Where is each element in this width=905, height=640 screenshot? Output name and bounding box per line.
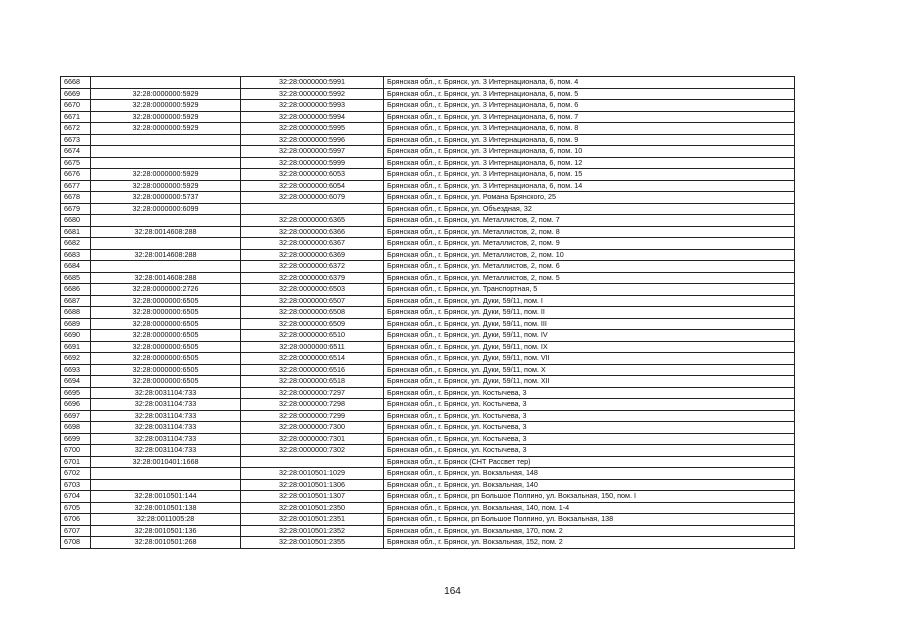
cadastral-number-cell: 32:28:0000000:6054: [241, 180, 384, 192]
address-cell: Брянская обл., г. Брянск, ул. 3 Интернационала, 6, пом. 4: [384, 77, 795, 89]
parent-cadastral-cell: [91, 238, 241, 250]
registry-table: [60, 76, 795, 549]
table-row: [61, 203, 795, 215]
row-number-cell: 6674: [61, 146, 91, 158]
cadastral-number-cell: 32:28:0000000:6372: [241, 261, 384, 273]
address-cell: Брянская обл., г. Брянск, ул. Дуки, 59/11, пом. I: [384, 295, 795, 307]
parent-cadastral-cell: 32:28:0000000:6099: [91, 203, 241, 215]
row-number-cell: 6693: [61, 364, 91, 376]
table-row: [61, 169, 795, 181]
parent-cadastral-cell: 32:28:0000000:6505: [91, 376, 241, 388]
cadastral-number-cell: 32:28:0000000:6514: [241, 353, 384, 365]
address-cell: Брянская обл., г. Брянск, ул. Костычева, 3: [384, 387, 795, 399]
parent-cadastral-cell: 32:28:0000000:6505: [91, 330, 241, 342]
row-number-cell: 6706: [61, 514, 91, 526]
cadastral-number-cell: 32:28:0010501:2350: [241, 502, 384, 514]
row-number-cell: 6692: [61, 353, 91, 365]
parent-cadastral-cell: [91, 134, 241, 146]
parent-cadastral-cell: 32:28:0031104:733: [91, 433, 241, 445]
parent-cadastral-cell: 32:28:0011005:28: [91, 514, 241, 526]
row-number-cell: 6680: [61, 215, 91, 227]
parent-cadastral-cell: [91, 215, 241, 227]
address-cell: Брянская обл., г. Брянск, ул. 3 Интернационала, 6, пом. 15: [384, 169, 795, 181]
table-row: [61, 88, 795, 100]
row-number-cell: 6691: [61, 341, 91, 353]
row-number-cell: 6688: [61, 307, 91, 319]
address-cell: Брянская обл., г. Брянск, рп Большое Полпино, ул. Вокзальная, 150, пом. I: [384, 491, 795, 503]
row-number-cell: 6702: [61, 468, 91, 480]
address-cell: Брянская обл., г. Брянск, ул. Дуки, 59/11, пом. XII: [384, 376, 795, 388]
address-cell: Брянская обл., г. Брянск, ул. Дуки, 59/11, пом. X: [384, 364, 795, 376]
cadastral-number-cell: 32:28:0000000:5992: [241, 88, 384, 100]
address-cell: Брянская обл., г. Брянск, ул. Дуки, 59/11, пом. IX: [384, 341, 795, 353]
cadastral-number-cell: 32:28:0000000:5997: [241, 146, 384, 158]
address-cell: Брянская обл., г. Брянск, ул. Вокзальная, 140, пом. 1-4: [384, 502, 795, 514]
address-cell: Брянская обл., г. Брянск, ул. Костычева, 3: [384, 445, 795, 457]
parent-cadastral-cell: 32:28:0031104:733: [91, 445, 241, 457]
parent-cadastral-cell: 32:28:0000000:2726: [91, 284, 241, 296]
cadastral-number-cell: 32:28:0010501:2351: [241, 514, 384, 526]
parent-cadastral-cell: 32:28:0000000:6505: [91, 364, 241, 376]
cadastral-number-cell: 32:28:0000000:5993: [241, 100, 384, 112]
parent-cadastral-cell: 32:28:0000000:5929: [91, 111, 241, 123]
cadastral-number-cell: 32:28:0000000:5999: [241, 157, 384, 169]
row-number-cell: 6703: [61, 479, 91, 491]
cadastral-number-cell: 32:28:0000000:6053: [241, 169, 384, 181]
address-cell: Брянская обл., г. Брянск, ул. Металлистов, 2, пом. 9: [384, 238, 795, 250]
parent-cadastral-cell: 32:28:0031104:733: [91, 422, 241, 434]
address-cell: Брянская обл., г. Брянск, ул. Костычева, 3: [384, 399, 795, 411]
row-number-cell: 6696: [61, 399, 91, 411]
row-number-cell: 6684: [61, 261, 91, 273]
table-row: [61, 284, 795, 296]
address-cell: Брянская обл., г. Брянск, ул. 3 Интернационала, 6, пом. 5: [384, 88, 795, 100]
row-number-cell: 6707: [61, 525, 91, 537]
table-row: [61, 111, 795, 123]
table-row: [61, 134, 795, 146]
table-row: [61, 180, 795, 192]
parent-cadastral-cell: 32:28:0010501:138: [91, 502, 241, 514]
parent-cadastral-cell: 32:28:0000000:6505: [91, 295, 241, 307]
parent-cadastral-cell: 32:28:0000000:5929: [91, 88, 241, 100]
address-cell: Брянская обл., г. Брянск (СНТ Рассвет тер): [384, 456, 795, 468]
table-row: [61, 330, 795, 342]
table-row: [61, 399, 795, 411]
row-number-cell: 6695: [61, 387, 91, 399]
cadastral-number-cell: 32:28:0010501:1307: [241, 491, 384, 503]
row-number-cell: 6678: [61, 192, 91, 204]
cadastral-number-cell: 32:28:0000000:5991: [241, 77, 384, 89]
row-number-cell: 6694: [61, 376, 91, 388]
table-row: [61, 261, 795, 273]
row-number-cell: 6679: [61, 203, 91, 215]
row-number-cell: 6669: [61, 88, 91, 100]
parent-cadastral-cell: 32:28:0000000:6505: [91, 318, 241, 330]
parent-cadastral-cell: 32:28:0000000:6505: [91, 353, 241, 365]
table-row: [61, 537, 795, 549]
cadastral-number-cell: 32:28:0000000:6369: [241, 249, 384, 261]
row-number-cell: 6689: [61, 318, 91, 330]
table-row: [61, 445, 795, 457]
parent-cadastral-cell: 32:28:0000000:5929: [91, 123, 241, 135]
address-cell: Брянская обл., г. Брянск, ул. Дуки, 59/11, пом. II: [384, 307, 795, 319]
table-row: [61, 387, 795, 399]
cadastral-number-cell: 32:28:0010501:1306: [241, 479, 384, 491]
parent-cadastral-cell: 32:28:0000000:5929: [91, 100, 241, 112]
address-cell: Брянская обл., г. Брянск, ул. 3 Интернационала, 6, пом. 7: [384, 111, 795, 123]
parent-cadastral-cell: 32:28:0014608:288: [91, 272, 241, 284]
parent-cadastral-cell: 32:28:0031104:733: [91, 410, 241, 422]
address-cell: Брянская обл., г. Брянск, ул. Металлистов, 2, пом. 5: [384, 272, 795, 284]
parent-cadastral-cell: 32:28:0000000:5737: [91, 192, 241, 204]
cadastral-number-cell: [241, 456, 384, 468]
row-number-cell: 6670: [61, 100, 91, 112]
address-cell: Брянская обл., г. Брянск, ул. Вокзальная, 140: [384, 479, 795, 491]
cadastral-number-cell: 32:28:0000000:6518: [241, 376, 384, 388]
row-number-cell: 6677: [61, 180, 91, 192]
cadastral-number-cell: 32:28:0000000:6365: [241, 215, 384, 227]
table-row: [61, 146, 795, 158]
address-cell: Брянская обл., г. Брянск, ул. Костычева, 3: [384, 422, 795, 434]
address-cell: Брянская обл., г. Брянск, ул. Металлистов, 2, пом. 10: [384, 249, 795, 261]
address-cell: Брянская обл., г. Брянск, ул. Металлистов, 2, пом. 7: [384, 215, 795, 227]
address-cell: Брянская обл., г. Брянск, ул. Дуки, 59/11, пом. IV: [384, 330, 795, 342]
cadastral-number-cell: 32:28:0000000:6366: [241, 226, 384, 238]
row-number-cell: 6697: [61, 410, 91, 422]
address-cell: Брянская обл., г. Брянск, ул. 3 Интернационала, 6, пом. 8: [384, 123, 795, 135]
cadastral-number-cell: 32:28:0000000:5995: [241, 123, 384, 135]
cadastral-number-cell: 32:28:0000000:5994: [241, 111, 384, 123]
table-row: [61, 100, 795, 112]
cadastral-number-cell: 32:28:0010501:1029: [241, 468, 384, 480]
table-row: [61, 433, 795, 445]
parent-cadastral-cell: 32:28:0000000:6505: [91, 341, 241, 353]
cadastral-number-cell: 32:28:0000000:6510: [241, 330, 384, 342]
cadastral-number-cell: 32:28:0000000:6516: [241, 364, 384, 376]
cadastral-number-cell: 32:28:0000000:6079: [241, 192, 384, 204]
table-row: [61, 479, 795, 491]
parent-cadastral-cell: 32:28:0010501:144: [91, 491, 241, 503]
row-number-cell: 6701: [61, 456, 91, 468]
table-row: [61, 422, 795, 434]
table-row: [61, 318, 795, 330]
cadastral-number-cell: 32:28:0000000:6367: [241, 238, 384, 250]
cadastral-number-cell: 32:28:0000000:7299: [241, 410, 384, 422]
cadastral-number-cell: 32:28:0000000:6507: [241, 295, 384, 307]
row-number-cell: 6672: [61, 123, 91, 135]
table-row: [61, 307, 795, 319]
row-number-cell: 6671: [61, 111, 91, 123]
table-row: [61, 491, 795, 503]
address-cell: Брянская обл., г. Брянск, ул. 3 Интернационала, 6, пом. 9: [384, 134, 795, 146]
row-number-cell: 6700: [61, 445, 91, 457]
row-number-cell: 6675: [61, 157, 91, 169]
parent-cadastral-cell: 32:28:0000000:5929: [91, 180, 241, 192]
row-number-cell: 6682: [61, 238, 91, 250]
cadastral-number-cell: 32:28:0000000:7302: [241, 445, 384, 457]
parent-cadastral-cell: 32:28:0000000:6505: [91, 307, 241, 319]
parent-cadastral-cell: [91, 261, 241, 273]
table-row: [61, 410, 795, 422]
address-cell: Брянская обл., г. Брянск, ул. Романа Брянского, 25: [384, 192, 795, 204]
address-cell: Брянская обл., г. Брянск, ул. Металлистов, 2, пом. 6: [384, 261, 795, 273]
cadastral-number-cell: 32:28:0000000:6509: [241, 318, 384, 330]
page-number: 164: [444, 586, 461, 597]
address-cell: Брянская обл., г. Брянск, ул. Вокзальная, 170, пом. 2: [384, 525, 795, 537]
cadastral-number-cell: 32:28:0000000:5996: [241, 134, 384, 146]
parent-cadastral-cell: 32:28:0010401:1668: [91, 456, 241, 468]
parent-cadastral-cell: [91, 479, 241, 491]
parent-cadastral-cell: [91, 146, 241, 158]
parent-cadastral-cell: 32:28:0031104:733: [91, 399, 241, 411]
address-cell: Брянская обл., г. Брянск, ул. Дуки, 59/11, пом. III: [384, 318, 795, 330]
address-cell: Брянская обл., г. Брянск, ул. Вокзальная, 152, пом. 2: [384, 537, 795, 549]
cadastral-number-cell: 32:28:0000000:6511: [241, 341, 384, 353]
table-row: [61, 353, 795, 365]
table-row: [61, 123, 795, 135]
address-cell: Брянская обл., г. Брянск, ул. 3 Интернационала, 6, пом. 6: [384, 100, 795, 112]
row-number-cell: 6681: [61, 226, 91, 238]
address-cell: Брянская обл., г. Брянск, ул. 3 Интернационала, 6, пом. 12: [384, 157, 795, 169]
cadastral-number-cell: 32:28:0010501:2355: [241, 537, 384, 549]
cadastral-number-cell: 32:28:0000000:7300: [241, 422, 384, 434]
cadastral-number-cell: 32:28:0010501:2352: [241, 525, 384, 537]
cadastral-number-cell: 32:28:0000000:6379: [241, 272, 384, 284]
table-row: [61, 456, 795, 468]
table-row: [61, 341, 795, 353]
table-row: [61, 295, 795, 307]
address-cell: Брянская обл., г. Брянск, ул. Транспортная, 5: [384, 284, 795, 296]
table-row: [61, 376, 795, 388]
parent-cadastral-cell: 32:28:0010501:268: [91, 537, 241, 549]
row-number-cell: 6699: [61, 433, 91, 445]
address-cell: Брянская обл., г. Брянск, ул. 3 Интернационала, 6, пом. 10: [384, 146, 795, 158]
address-cell: Брянская обл., г. Брянск, ул. Металлистов, 2, пом. 8: [384, 226, 795, 238]
parent-cadastral-cell: [91, 157, 241, 169]
table-row: [61, 77, 795, 89]
row-number-cell: 6704: [61, 491, 91, 503]
cadastral-number-cell: 32:28:0000000:6503: [241, 284, 384, 296]
table-row: [61, 249, 795, 261]
table-row: [61, 272, 795, 284]
parent-cadastral-cell: [91, 468, 241, 480]
parent-cadastral-cell: 32:28:0010501:136: [91, 525, 241, 537]
row-number-cell: 6686: [61, 284, 91, 296]
row-number-cell: 6708: [61, 537, 91, 549]
address-cell: Брянская обл., г. Брянск, ул. Дуки, 59/11, пом. VII: [384, 353, 795, 365]
address-cell: Брянская обл., г. Брянск, ул. 3 Интернационала, 6, пом. 14: [384, 180, 795, 192]
table-row: [61, 364, 795, 376]
table-row: [61, 226, 795, 238]
row-number-cell: 6685: [61, 272, 91, 284]
row-number-cell: 6673: [61, 134, 91, 146]
row-number-cell: 6683: [61, 249, 91, 261]
address-cell: Брянская обл., г. Брянск, ул. Костычева, 3: [384, 410, 795, 422]
table-row: [61, 525, 795, 537]
parent-cadastral-cell: 32:28:0014608:288: [91, 226, 241, 238]
address-cell: Брянская обл., г. Брянск, ул. Вокзальная, 148: [384, 468, 795, 480]
table-row: [61, 157, 795, 169]
parent-cadastral-cell: 32:28:0000000:5929: [91, 169, 241, 181]
table-row: [61, 238, 795, 250]
address-cell: Брянская обл., г. Брянск, рп Большое Полпино, ул. Вокзальная, 138: [384, 514, 795, 526]
row-number-cell: 6676: [61, 169, 91, 181]
cadastral-number-cell: 32:28:0000000:7301: [241, 433, 384, 445]
row-number-cell: 6687: [61, 295, 91, 307]
table-row: [61, 192, 795, 204]
parent-cadastral-cell: 32:28:0031104:733: [91, 387, 241, 399]
row-number-cell: 6690: [61, 330, 91, 342]
row-number-cell: 6668: [61, 77, 91, 89]
cadastral-number-cell: 32:28:0000000:7298: [241, 399, 384, 411]
cadastral-number-cell: 32:28:0000000:6508: [241, 307, 384, 319]
address-cell: Брянская обл., г. Брянск, ул. Костычева, 3: [384, 433, 795, 445]
row-number-cell: 6698: [61, 422, 91, 434]
table-row: [61, 215, 795, 227]
table-row: [61, 502, 795, 514]
parent-cadastral-cell: 32:28:0014608:288: [91, 249, 241, 261]
table-row: [61, 468, 795, 480]
cadastral-number-cell: [241, 203, 384, 215]
table-row: [61, 514, 795, 526]
address-cell: Брянская обл., г. Брянск, ул. Объездная, 32: [384, 203, 795, 215]
row-number-cell: 6705: [61, 502, 91, 514]
parent-cadastral-cell: [91, 77, 241, 89]
registry-table-body: [61, 77, 795, 549]
cadastral-number-cell: 32:28:0000000:7297: [241, 387, 384, 399]
